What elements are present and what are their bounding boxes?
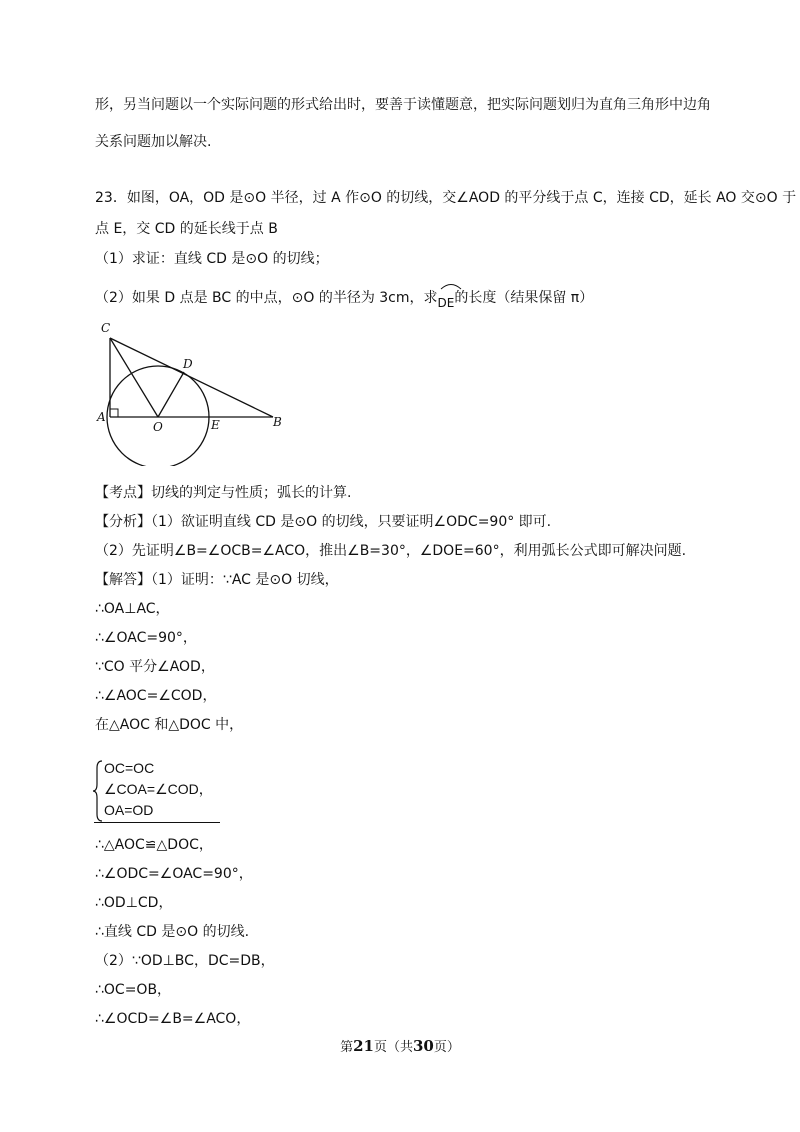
step-8: ∴OD⊥CD， [95, 895, 173, 911]
arc-de-notation [437, 289, 455, 310]
label-a: A [97, 410, 106, 424]
label-d: D [183, 357, 193, 371]
step-1: ∴OA⊥AC， [95, 601, 170, 617]
problem-line-2: 点 E，交 CD 的延长线于点 B [95, 221, 278, 237]
system-row-3: OA=OD [104, 802, 154, 818]
label-b: B [273, 415, 282, 429]
footer-post: 页） [433, 1040, 460, 1055]
segment-od [158, 372, 184, 417]
intro-line-2: 关系问题加以解决. [95, 134, 212, 150]
geometry-figure [90, 318, 290, 466]
page-footer [0, 1036, 800, 1055]
left-brace-icon [92, 760, 104, 822]
equation-system [92, 758, 222, 824]
problem-question-2 [95, 289, 594, 310]
label-e: E [211, 418, 220, 432]
system-underline [94, 822, 220, 823]
footer-mid: 页（共 [373, 1040, 413, 1055]
fenxi-2: （2）先证明∠B=∠OCB=∠ACO，推出∠B=30°，∠DOE=60°，利用弧长公式即可解决问题. [95, 543, 687, 559]
arc-de-label: DE [437, 296, 455, 310]
step-3: ∵CO 平分∠AOD， [95, 659, 215, 675]
fenxi: 【分析】（1）欲证明直线 CD 是⊙O 的切线，只要证明∠ODC=90° 即可. [95, 514, 552, 530]
problem-question-1: （1）求证：直线 CD 是⊙O 的切线； [95, 251, 329, 267]
label-c: C [101, 321, 111, 335]
system-row-1: OC=OC [104, 760, 155, 776]
footer-page: 21 [353, 1037, 374, 1055]
problem-line-1: 23．如图，OA，OD 是⊙O 半径，过 A 作⊙O 的切线，交∠AOD 的平分线于点 C，连接 CD，延长 AO 交⊙O 于 [95, 190, 797, 206]
footer-total: 30 [413, 1037, 434, 1055]
step-9: ∴直线 CD 是⊙O 的切线. [95, 924, 250, 940]
kaodian: 【考点】切线的判定与性质；弧长的计算. [95, 485, 352, 501]
footer-pre: 第 [340, 1040, 354, 1055]
jieda: 【解答】（1）证明：∵AC 是⊙O 切线， [95, 572, 339, 588]
step-4: ∴∠AOC=∠COD， [95, 688, 217, 704]
step-12: ∴∠OCD=∠B=∠ACO， [95, 1011, 251, 1027]
step-5: 在△AOC 和△DOC 中， [95, 717, 244, 733]
label-o: O [153, 420, 163, 434]
q2-text-a: （2）如果 D 点是 BC 的中点，⊙O 的半径为 3cm，求 [95, 290, 438, 306]
step-6: ∴△AOC≌△DOC， [95, 837, 213, 853]
system-row-2: ∠COA=∠COD， [104, 781, 213, 797]
step-11: ∴OC=OB， [95, 982, 172, 998]
intro-line-1: 形，另当问题以一个实际问题的形式给出时，要善于读懂题意，把实际问题划归为直角三角形中边角 [95, 97, 711, 113]
step-10: （2）∵OD⊥BC，DC=DB， [95, 953, 275, 969]
step-2: ∴∠OAC=90°， [95, 630, 197, 646]
arc-symbol-icon [438, 280, 464, 290]
step-7: ∴∠ODC=∠OAC=90°， [95, 866, 253, 882]
q2-text-b: 的长度（结果保留 π） [454, 290, 594, 306]
right-angle-mark [110, 409, 118, 417]
